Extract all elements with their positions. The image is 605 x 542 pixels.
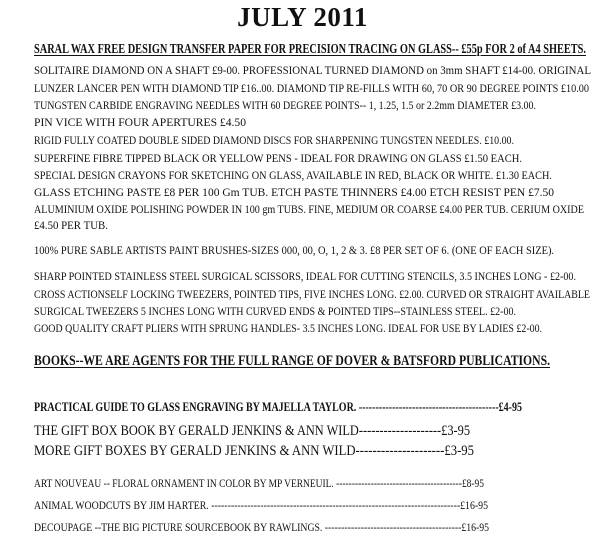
text-line: SHARP POINTED STAINLESS STEEL SURGICAL SCISSORS, IDEAL FOR CUTTING STENCILS, 3.5 INCHES LONG - £2-00. bbox=[34, 269, 576, 283]
text-line: £4.50 PER TUB. bbox=[34, 218, 108, 232]
book-line: THE GIFT BOX BOOK BY GERALD JENKINS & ANN WILD--------------------£3-95 bbox=[34, 423, 470, 439]
book-line: ART NOUVEAU -- FLORAL ORNAMENT IN COLOR BY MP VERNEUIL. ----------------------------------------£8-95 bbox=[34, 476, 484, 490]
book-line: MORE GIFT BOXES BY GERALD JENKINS & ANN WILD---------------------£3-95 bbox=[34, 443, 474, 459]
text-line: CROSS ACTIONSELF LOCKING TWEEZERS, POINTED TIPS, FIVE INCHES LONG. £2.00. CURVED OR STRAIGHT AVAILABLE bbox=[34, 287, 590, 301]
text-line: ALUMINIUM OXIDE POLISHING POWDER IN 100 gm TUBS. FINE, MEDIUM OR COARSE £4.00 PER TUB. CERIUM OXIDE bbox=[34, 202, 584, 216]
text-line: LUNZER LANCER PEN WITH DIAMOND TIP £16..00. DIAMOND TIP RE-FILLS WITH 60, 70 OR 90 DEGREE POINTS £10.00 bbox=[34, 81, 589, 95]
text-line: SURGICAL TWEEZERS 5 INCHES LONG WITH CURVED ENDS & POINTED TIPS--STAINLESS STEEL. £2-00. bbox=[34, 304, 516, 318]
text-line: 100% PURE SABLE ARTISTS PAINT BRUSHES-SIZES 000, 00, O, 1, 2 & 3. £8 PER SET OF 6. (ONE OF EACH SIZE). bbox=[34, 243, 554, 257]
book-line: DECOUPAGE --THE BIG PICTURE SOURCEBOOK BY RAWLINGS. ------------------------------------------£16-95 bbox=[34, 520, 489, 534]
page-title: JULY 2011 bbox=[237, 2, 368, 32]
book-line: PRACTICAL GUIDE TO GLASS ENGRAVING BY MAJELLA TAYLOR. ------------------------------------------£4-95 bbox=[34, 399, 522, 414]
text-line: SOLITAIRE DIAMOND ON A SHAFT £9-00. PROFESSIONAL TURNED DIAMOND on 3mm SHAFT £14-00. ORIGINAL bbox=[34, 63, 591, 77]
text-line: GLASS ETCHING PASTE £8 PER 100 Gm TUB. ETCH PASTE THINNERS £4.00 ETCH RESIST PEN £7.50 bbox=[34, 185, 554, 199]
text-line: RIGID FULLY COATED DOUBLE SIDED DIAMOND DISCS FOR SHARPENING TUNGSTEN NEEDLES. £10.00. bbox=[34, 133, 514, 147]
text-line: TUNGSTEN CARBIDE ENGRAVING NEEDLES WITH 60 DEGREE POINTS-- 1, 1.25, 1.5 or 2.2mm DIAMETER £3.00. bbox=[34, 98, 536, 112]
books-heading: BOOKS--WE ARE AGENTS FOR THE FULL RANGE OF DOVER & BATSFORD PUBLICATIONS. bbox=[34, 353, 550, 369]
text-line: SPECIAL DESIGN CRAYONS FOR SKETCHING ON GLASS, AVAILABLE IN RED, BLACK OR WHITE. £1.30 EACH. bbox=[34, 168, 552, 182]
text-line: PIN VICE WITH FOUR APERTURES £4.50 bbox=[34, 115, 246, 129]
text-line: SUPERFINE FIBRE TIPPED BLACK OR YELLOW PENS - IDEAL FOR DRAWING ON GLASS £1.50 EACH. bbox=[34, 151, 522, 165]
text-line: GOOD QUALITY CRAFT PLIERS WITH SPRUNG HANDLES- 3.5 INCHES LONG. IDEAL FOR USE BY LADIES £2-00. bbox=[34, 321, 542, 335]
text-line: SARAL WAX FREE DESIGN TRANSFER PAPER FOR PRECISION TRACING ON GLASS-- £55p FOR 2 of A4 SHEETS. bbox=[34, 42, 586, 57]
book-line: ANIMAL WOODCUTS BY JIM HARTER. ----------------------------------------------------------------------------£16-95 bbox=[34, 498, 489, 512]
